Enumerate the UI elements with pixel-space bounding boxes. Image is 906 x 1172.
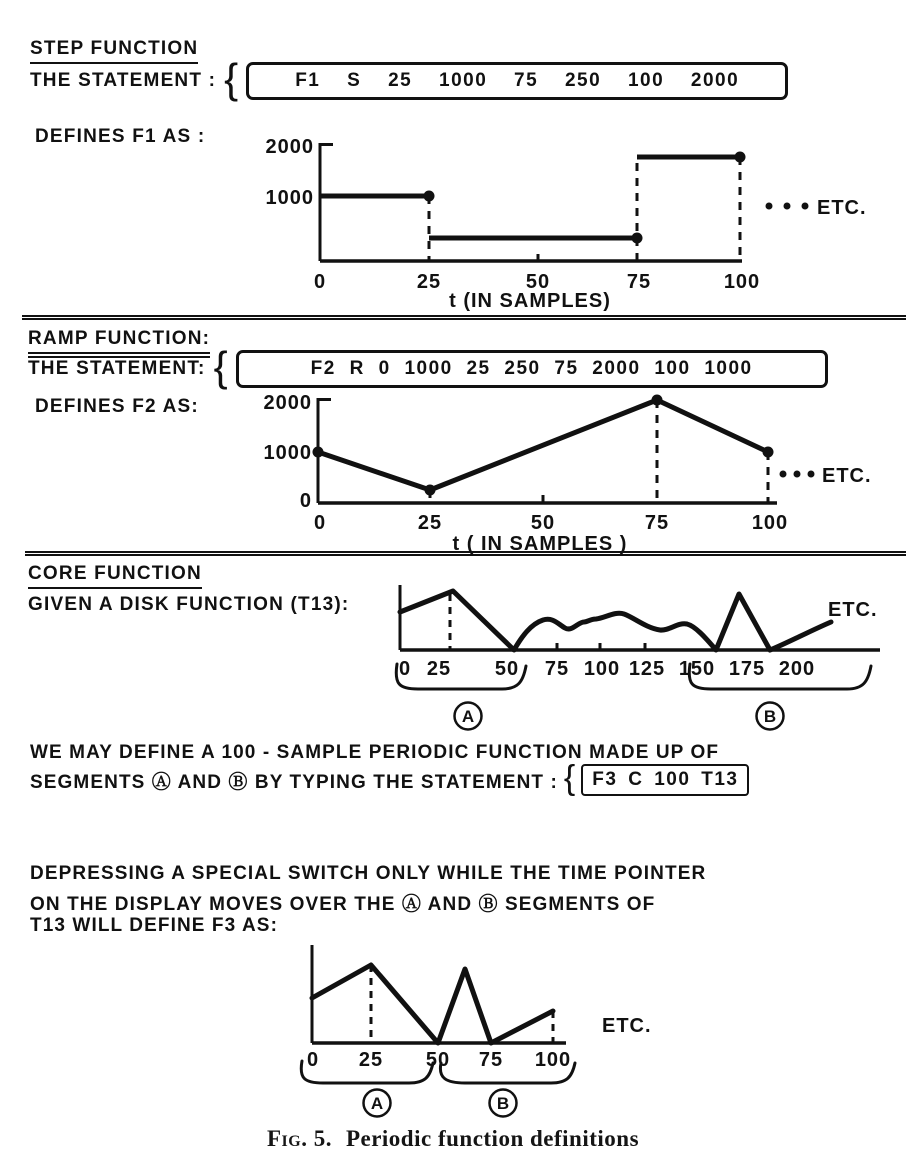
etc-label: ETC. [822, 465, 872, 487]
compose-instruction-text: SEGMENTS Ⓐ AND Ⓑ BY TYPING THE STATEMENT : [30, 771, 558, 793]
data-point-dot [425, 485, 436, 496]
data-point-dot [424, 191, 435, 202]
x-tick-label: 25 [426, 658, 452, 680]
left-brace: { [563, 758, 576, 797]
step-statement-row [30, 55, 788, 103]
left-brace: { [213, 343, 228, 391]
ramp-statement-row [28, 343, 828, 391]
switch-instruction-line-2: ON THE DISPLAY MOVES OVER THE Ⓐ AND Ⓑ SEGMENTS OF [30, 894, 656, 915]
y-tick-label: 1000 [263, 442, 312, 464]
compose-instruction-line-2 [30, 758, 749, 797]
ellipsis-dot [780, 471, 787, 478]
ramp-statement-box: F2 R 0 1000 25 250 75 2000 100 1000 [236, 350, 828, 388]
x-tick-label: 0 [306, 1049, 320, 1071]
step-defines-label: DEFINES F1 AS : [35, 126, 206, 147]
section-divider [25, 551, 906, 556]
figure-number: Fig. 5. [266, 1126, 332, 1151]
segment-a-letter: A [461, 707, 475, 726]
etc-label: ETC. [828, 599, 878, 621]
data-point-dot [735, 152, 746, 163]
x-tick-label: 75 [478, 1049, 504, 1071]
ramp-statement-label: THE STATEMENT: [28, 358, 206, 379]
step-statement-box: F1 S 25 1000 75 250 100 2000 [246, 62, 788, 100]
ellipsis-dot [784, 203, 791, 210]
core-function-curve [312, 965, 553, 1043]
core-statement-box: F3 C 100 T13 [581, 764, 749, 796]
y-tick-label: 2000 [265, 136, 314, 158]
x-tick-label: 0 [313, 512, 327, 534]
x-axis-title: t (IN SAMPLES) [449, 290, 611, 312]
x-tick-label: 0 [313, 271, 327, 293]
x-tick-label: 50 [425, 1049, 451, 1071]
ellipsis-dot [808, 471, 815, 478]
x-tick-label: 50 [530, 512, 556, 534]
step-function-chart [230, 135, 898, 315]
disk-function-chart [390, 578, 906, 740]
ramp-line [318, 400, 768, 490]
switch-instruction-line-1: DEPRESSING A SPECIAL SWITCH ONLY WHILE THE TIME POINTER [30, 863, 707, 884]
y-tick-label: 0 [299, 490, 312, 512]
x-tick-label: 100 [583, 658, 621, 680]
x-tick-label: 200 [778, 658, 816, 680]
figure-caption-text: Periodic function definitions [345, 1126, 640, 1151]
disk-function-curve [400, 591, 831, 650]
data-point-dot [632, 233, 643, 244]
etc-label: ETC. [602, 1015, 652, 1037]
x-tick-label: 75 [626, 271, 652, 293]
x-tick-label: 100 [751, 512, 789, 534]
ramp-function-chart [230, 390, 898, 558]
x-tick-label: 50 [525, 271, 551, 293]
data-point-dot [652, 395, 663, 406]
core-given-label: GIVEN A DISK FUNCTION (T13): [28, 594, 350, 615]
x-tick-label: 100 [723, 271, 761, 293]
x-tick-label: 25 [358, 1049, 384, 1071]
step-section-title: STEP FUNCTION [30, 38, 198, 64]
x-tick-label: 25 [417, 512, 443, 534]
x-tick-label: 175 [728, 658, 766, 680]
ramp-section-title: RAMP FUNCTION: [28, 328, 210, 358]
x-tick-label: 50 [494, 658, 520, 680]
etc-label: ETC. [817, 197, 867, 219]
ellipsis-dot [802, 203, 809, 210]
section-divider [22, 315, 906, 320]
x-axis-title: t ( IN SAMPLES ) [452, 533, 628, 555]
x-tick-label: 100 [534, 1049, 572, 1071]
y-tick-label: 1000 [265, 187, 314, 209]
ellipsis-dot [794, 471, 801, 478]
x-tick-label: 75 [544, 658, 570, 680]
y-tick-label: 2000 [263, 392, 312, 414]
switch-instruction-line-3: T13 WILL DEFINE F3 AS: [30, 915, 278, 936]
step-statement-label: THE STATEMENT : [30, 70, 217, 91]
segment-b-letter: B [496, 1094, 510, 1113]
x-tick-label: 75 [644, 512, 670, 534]
core-section-title: CORE FUNCTION [28, 563, 202, 589]
ramp-defines-label: DEFINES F2 AS: [35, 396, 199, 417]
figure-caption [0, 1126, 906, 1152]
compose-instruction-line-1: WE MAY DEFINE A 100 - SAMPLE PERIODIC FUNCTION MADE UP OF [30, 742, 720, 763]
data-point-dot [763, 447, 774, 458]
segment-a-letter: A [370, 1094, 384, 1113]
data-point-dot [313, 447, 324, 458]
core-periodic-function-chart [280, 935, 680, 1121]
segment-b-letter: B [763, 707, 777, 726]
x-tick-label: 25 [416, 271, 442, 293]
x-tick-label: 125 [628, 658, 666, 680]
left-brace: { [224, 55, 239, 103]
ellipsis-dot [766, 203, 773, 210]
x-tick-label: 0 [398, 658, 412, 680]
x-tick-label: 150 [678, 658, 716, 680]
